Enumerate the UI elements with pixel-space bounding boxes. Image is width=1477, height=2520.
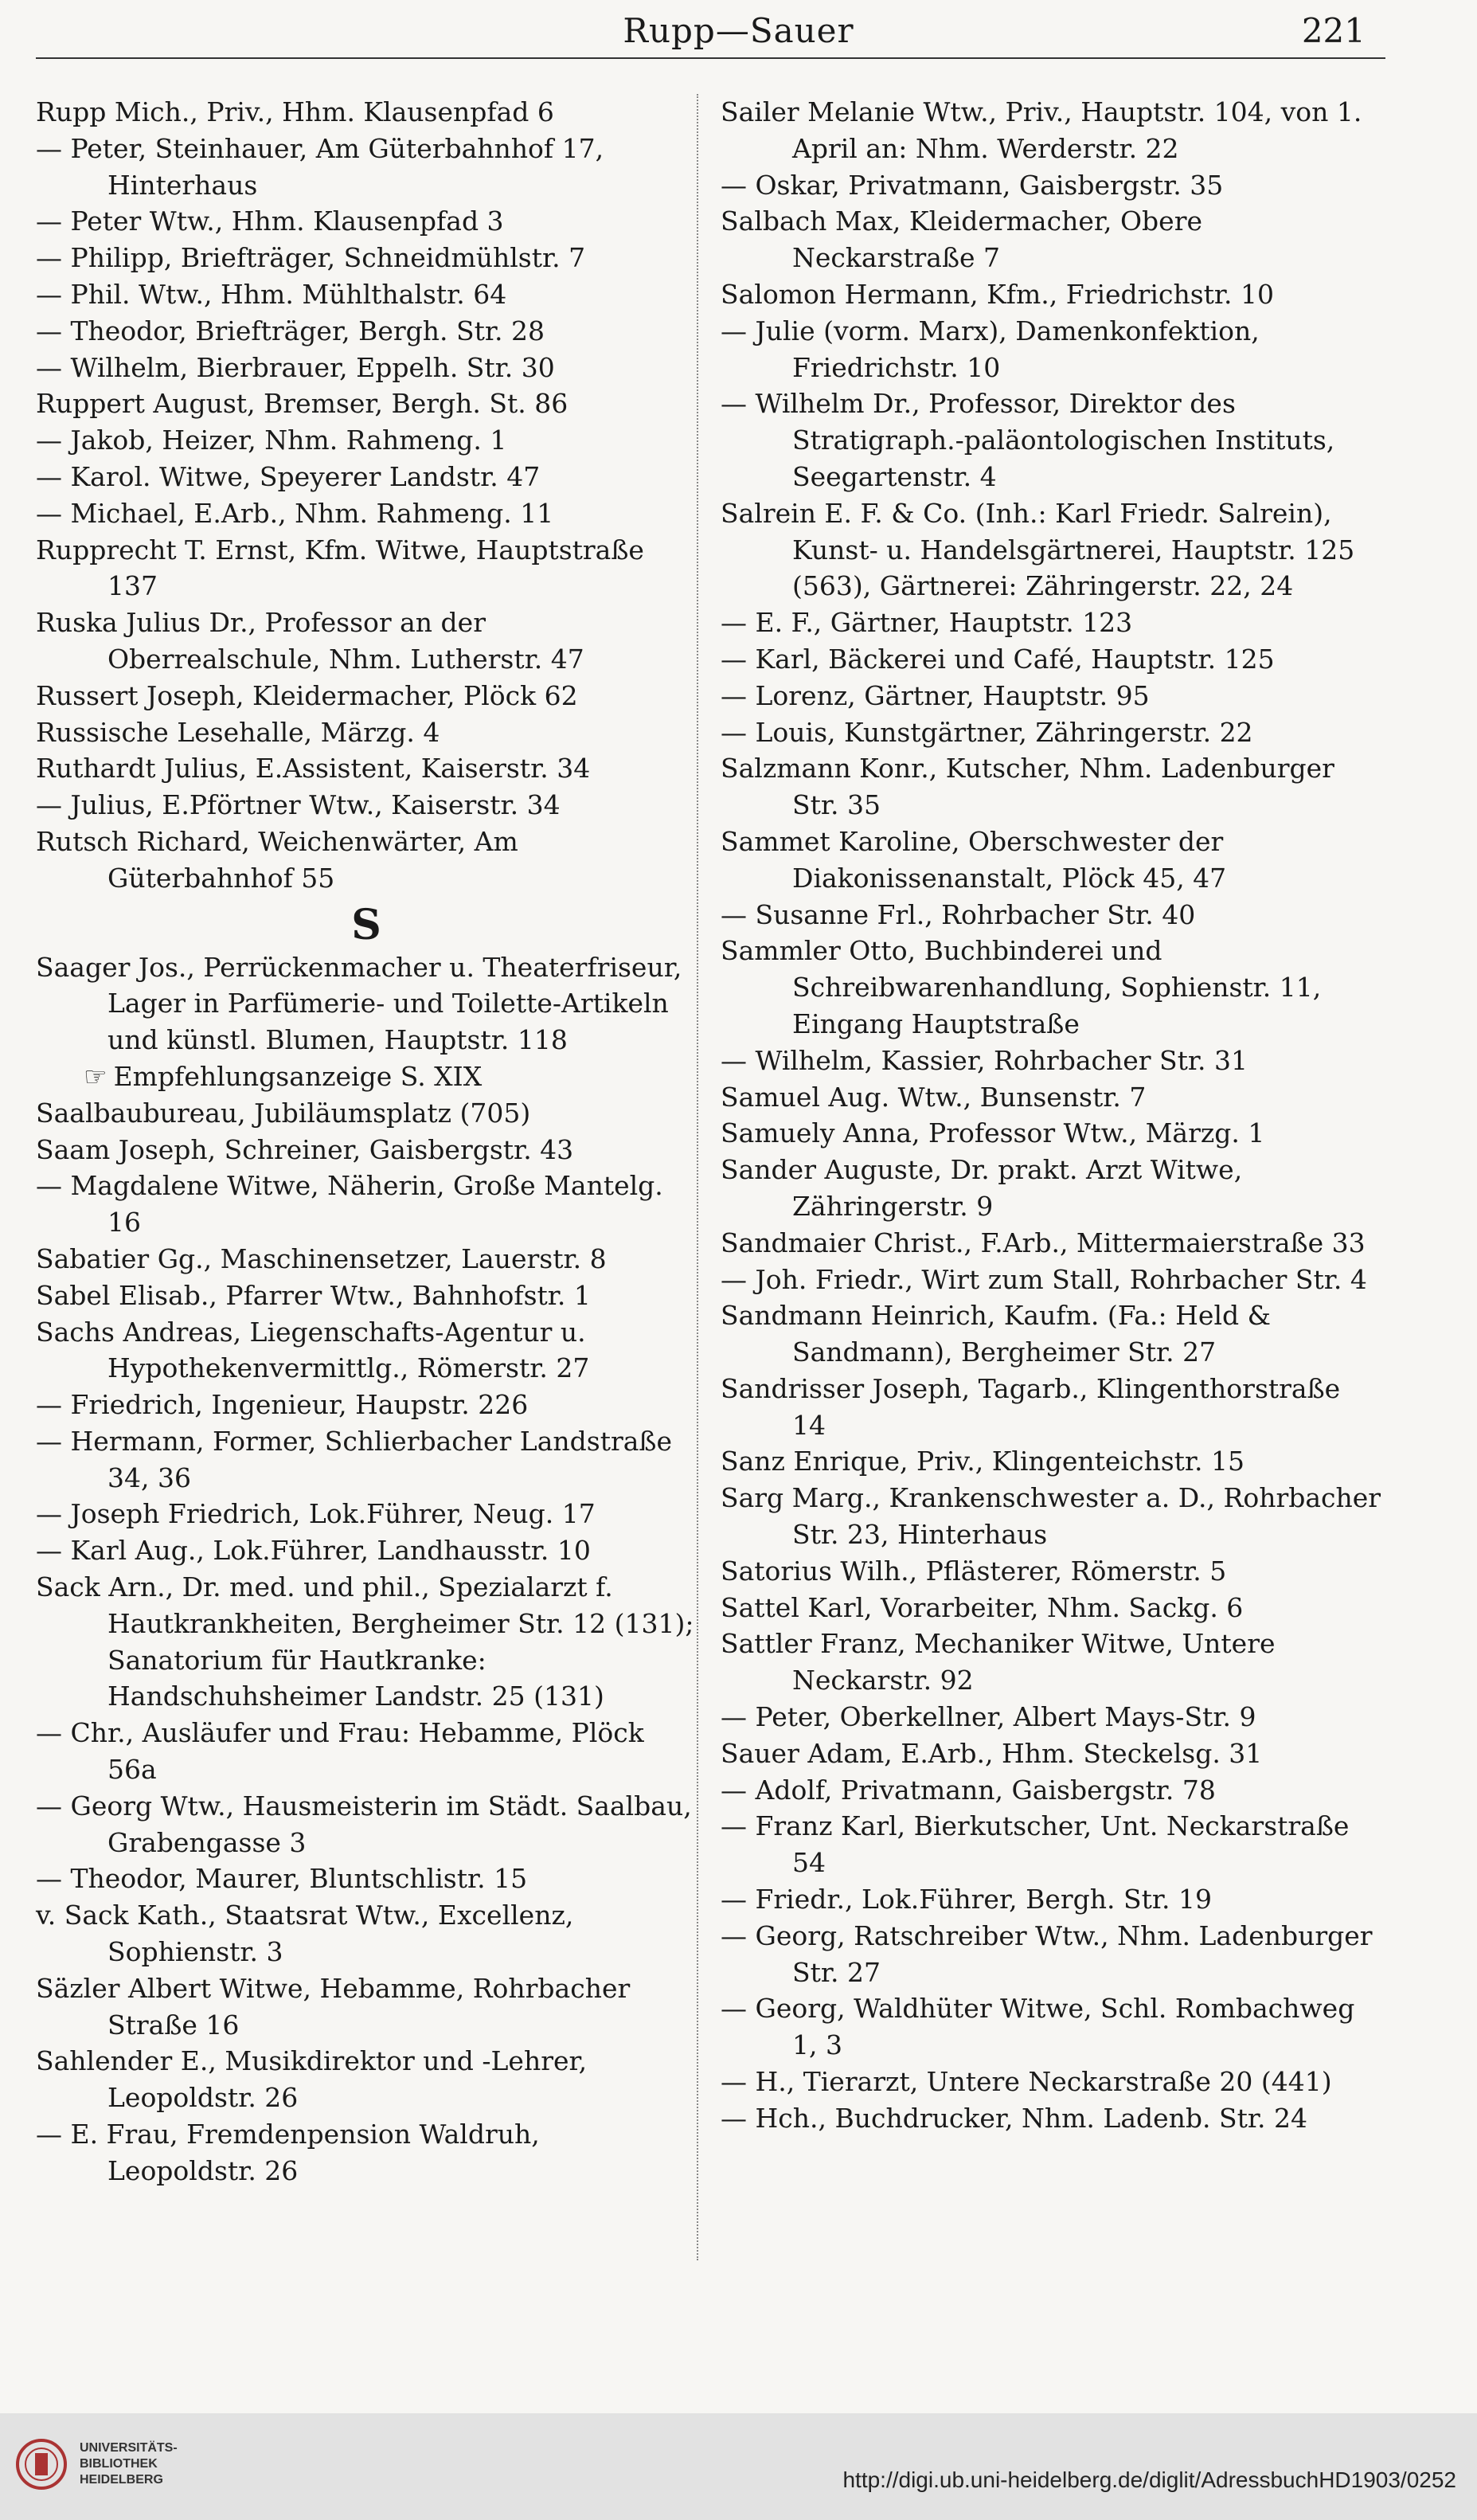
directory-entry: [36, 1897, 697, 1970]
directory-entry: [36, 714, 697, 751]
directory-entry: [36, 532, 697, 605]
directory-entry: [36, 787, 697, 824]
directory-entry: [721, 1699, 1381, 1735]
entry-text: — Georg, Waldhüter Witwe, Schl. Rombachweg 1, 3: [721, 1993, 1355, 2061]
directory-entry: [36, 1132, 697, 1168]
directory-entry: [721, 1881, 1381, 1918]
directory-entry: [36, 1168, 697, 1241]
library-name: [80, 2440, 178, 2488]
entry-text: — Wilhelm, Kassier, Rohrbacher Str. 31: [721, 1044, 1248, 1076]
entry-text: Saager Jos., Perrückenmacher u. Theaterfriseur, Lager in Parfümerie- und Toilette-Artikeln und künstl. Blumen, Hauptstr. 118: [36, 951, 682, 1056]
entry-text: Salomon Hermann, Kfm., Friedrichstr. 10: [721, 278, 1275, 310]
directory-entry: [36, 385, 697, 422]
directory-entry: [721, 313, 1381, 386]
directory-entry: [36, 94, 697, 131]
entry-text: — Philipp, Briefträger, Schneidmühlstr. 7: [36, 242, 586, 274]
directory-entry: [721, 1553, 1381, 1590]
directory-entry: [36, 824, 697, 897]
entry-text: — Georg Wtw., Hausmeisterin im Städt. Saalbau, Grabengasse 3: [36, 1790, 692, 1858]
directory-entry: [721, 203, 1381, 276]
entry-text: Salzmann Konr., Kutscher, Nhm. Ladenburger Str. 35: [721, 753, 1334, 821]
entry-text: — Hch., Buchdrucker, Nhm. Ladenb. Str. 24: [721, 2102, 1307, 2134]
directory-entry: [721, 2100, 1381, 2137]
entry-text: — Wilhelm Dr., Professor, Direktor des Stratigraph.-paläontologischen Instituts, Seegartenstr. 4: [721, 388, 1335, 492]
header-rule: [36, 57, 1385, 59]
entry-text: — Phil. Wtw., Hhm. Mühlthalstr. 64: [36, 278, 507, 310]
entry-text: Sandmann Heinrich, Kaufm. (Fa.: Held & Sandmann), Bergheimer Str. 27: [721, 1300, 1272, 1368]
entry-text: S: [351, 900, 381, 949]
entry-text: — Karol. Witwe, Speyerer Landstr. 47: [36, 460, 541, 492]
entry-text: Rutsch Richard, Weichenwärter, Am Güterbahnhof 55: [36, 825, 518, 894]
directory-entry: [721, 605, 1381, 641]
entry-text: Rupprecht T. Ernst, Kfm. Witwe, Hauptstraße 137: [36, 534, 644, 602]
directory-entry: [36, 605, 697, 678]
directory-entry: [721, 1626, 1381, 1699]
right-column: [721, 94, 1381, 2137]
directory-entry: [36, 750, 697, 787]
entry-text: Sander Auguste, Dr. prakt. Arzt Witwe, Zähringerstr. 9: [721, 1154, 1243, 1222]
directory-entry: [721, 385, 1381, 495]
directory-entry: [721, 1772, 1381, 1809]
entry-text: Samuel Aug. Wtw., Bunsenstr. 7: [721, 1081, 1147, 1113]
directory-entry: [721, 678, 1381, 714]
entry-text: — Wilhelm, Bierbrauer, Eppelh. Str. 30: [36, 351, 555, 383]
directory-entry: [721, 824, 1381, 897]
directory-entry: [36, 1095, 697, 1132]
entry-text: Säzler Albert Witwe, Hebamme, Rohrbacher Straße 16: [36, 1972, 631, 2041]
entry-text: — Joseph Friedrich, Lok.Führer, Neug. 17: [36, 1498, 596, 1530]
directory-entry: [721, 714, 1381, 751]
source-url-link[interactable]: http://digi.ub.uni-heidelberg.de/diglit/AdressbuchHD1903/0252: [842, 2467, 1456, 2492]
directory-entry: [36, 1532, 697, 1569]
entry-text: Satorius Wilh., Pflästerer, Römerstr. 5: [721, 1555, 1227, 1587]
entry-text: Sachs Andreas, Liegenschafts-Agentur u. Hypothekenvermittlg., Römerstr. 27: [36, 1316, 590, 1384]
page-header: [0, 8, 1477, 72]
library-name-line: UNIVERSITÄTS-: [80, 2441, 178, 2455]
entry-text: Sabel Elisab., Pfarrer Wtw., Bahnhofstr. 1: [36, 1279, 591, 1311]
entry-text: Sattler Franz, Mechaniker Witwe, Untere Neckarstr. 92: [721, 1628, 1276, 1696]
entry-text: — Franz Karl, Bierkutscher, Unt. Neckarstraße 54: [721, 1810, 1350, 1879]
directory-entry: [721, 1480, 1381, 1553]
entry-text: Samuely Anna, Professor Wtw., Märzg. 1: [721, 1117, 1265, 1149]
section-letter: [36, 897, 697, 949]
entry-text: Saalbaubureau, Jubiläumsplatz (705): [36, 1097, 531, 1129]
directory-entry: [721, 167, 1381, 204]
entry-text: Salbach Max, Kleidermacher, Obere Neckarstraße 7: [721, 205, 1203, 274]
entry-text: — Peter, Steinhauer, Am Güterbahnhof 17, Hinterhaus: [36, 132, 604, 201]
entry-text: Ruppert August, Bremser, Bergh. St. 86: [36, 388, 569, 420]
directory-entry: [36, 949, 697, 1058]
entry-text: Sabatier Gg., Maschinensetzer, Lauerstr. 8: [36, 1242, 607, 1274]
entry-text: Saam Joseph, Schreiner, Gaisbergstr. 43: [36, 1133, 574, 1165]
entry-text: Ruska Julius Dr., Professor an der Oberrealschule, Nhm. Lutherstr. 47: [36, 607, 584, 675]
directory-entry: [36, 495, 697, 532]
directory-entry: [721, 1079, 1381, 1116]
directory-entry: [36, 422, 697, 459]
entry-text: Salrein E. F. & Co. (Inh.: Karl Friedr. Salrein), Kunst- u. Handelsgärtnerei, Hauptstr. 125 (563), Gärtnerei: Zähringerstr. 22, 24: [721, 497, 1355, 602]
entry-text: — Theodor, Briefträger, Bergh. Str. 28: [36, 315, 545, 346]
directory-entry: [36, 1496, 697, 1532]
directory-entry: [36, 1241, 697, 1278]
directory-entry: [36, 313, 697, 350]
left-column: [36, 94, 697, 2189]
advert-reference: [36, 1058, 697, 1095]
entry-text: — Jakob, Heizer, Nhm. Rahmeng. 1: [36, 425, 507, 456]
entry-text: Sauer Adam, E.Arb., Hhm. Steckelsg. 31: [721, 1737, 1263, 1769]
directory-entry: [36, 1970, 697, 2044]
directory-entry: [721, 1735, 1381, 1772]
entry-text: — Georg, Ratschreiber Wtw., Nhm. Ladenburger Str. 27: [721, 1919, 1373, 1988]
directory-entry: [36, 1715, 697, 1788]
directory-entry: [36, 1278, 697, 1314]
directory-entry: [721, 897, 1381, 933]
entry-text: — Peter, Oberkellner, Albert Mays-Str. 9: [721, 1701, 1256, 1733]
entry-text: — E. Frau, Fremdenpension Waldruh, Leopoldstr. 26: [36, 2119, 540, 2186]
directory-entry: [721, 1808, 1381, 1881]
directory-entry: [721, 276, 1381, 313]
running-title: Rupp—Sauer: [623, 11, 854, 50]
entry-text: — Oskar, Privatmann, Gaisbergstr. 35: [721, 169, 1224, 201]
directory-entry: [721, 1297, 1381, 1371]
directory-entry: [36, 240, 697, 276]
library-name-line: BIBLIOTHEK: [80, 2457, 158, 2471]
directory-entry: [36, 276, 697, 313]
entry-text: — Lorenz, Gärtner, Hauptstr. 95: [721, 679, 1150, 711]
entry-text: — Chr., Ausläufer und Frau: Hebamme, Plöck 56a: [36, 1717, 644, 1786]
entry-text: — Louis, Kunstgärtner, Zähringerstr. 22: [721, 716, 1253, 748]
entry-text: — Friedrich, Ingenieur, Haupstr. 226: [36, 1389, 529, 1421]
directory-entry: [36, 203, 697, 240]
directory-entry: [36, 2043, 697, 2116]
directory-entry: [721, 933, 1381, 1042]
entry-text: Russische Lesehalle, Märzg. 4: [36, 716, 440, 748]
directory-entry: [36, 459, 697, 495]
directory-entry: [721, 2064, 1381, 2100]
directory-entry: [36, 1387, 697, 1423]
directory-entry: [721, 641, 1381, 678]
entry-text: Sanz Enrique, Priv., Klingenteichstr. 15: [721, 1446, 1245, 1477]
entry-text: Empfehlungsanzeige S. XIX: [113, 1060, 483, 1092]
entry-text: — Michael, E.Arb., Nhm. Rahmeng. 11: [36, 497, 554, 529]
entry-text: — E. F., Gärtner, Hauptstr. 123: [721, 607, 1133, 639]
university-seal-icon: [14, 2437, 68, 2491]
entry-text: — Magdalene Witwe, Näherin, Große Mantelg. 16: [36, 1170, 663, 1238]
entry-text: Sattel Karl, Vorarbeiter, Nhm. Sackg. 6: [721, 1591, 1244, 1623]
entry-text: — Hermann, Former, Schlierbacher Landstraße 34, 36: [36, 1425, 672, 1493]
entry-text: — H., Tierarzt, Untere Neckarstraße 20 (441): [721, 2066, 1332, 2098]
pointing-hand-icon: ☞: [84, 1060, 107, 1092]
directory-entry: [36, 678, 697, 714]
entry-text: Sailer Melanie Wtw., Priv., Hauptstr. 104, von 1. April an: Nhm. Werderstr. 22: [721, 96, 1362, 164]
directory-entry: [721, 1262, 1381, 1298]
directory-entry: [721, 1443, 1381, 1480]
directory-entry: [721, 1590, 1381, 1626]
entry-text: Sack Arn., Dr. med. und phil., Spezialarzt f. Hautkrankheiten, Bergheimer Str. 12 (131); Sanatorium für Hautkranke: Handschuhsheimer Landstr. 25 (131): [36, 1571, 694, 1712]
entry-text: Sahlender E., Musikdirektor und -Lehrer, Leopoldstr. 26: [36, 2045, 588, 2114]
directory-entry: [721, 1918, 1381, 1991]
entry-text: Russert Joseph, Kleidermacher, Plöck 62: [36, 679, 578, 711]
entry-text: — Karl Aug., Lok.Führer, Landhausstr. 10: [36, 1535, 591, 1567]
library-name-line: HEIDELBERG: [80, 2473, 163, 2487]
directory-entry: [721, 1990, 1381, 2064]
directory-entry: [36, 131, 697, 204]
entry-text: — Julius, E.Pförtner Wtw., Kaiserstr. 34: [36, 789, 561, 821]
directory-entry: [36, 1861, 697, 1897]
directory-entry: [721, 1225, 1381, 1262]
entry-text: Sarg Marg., Krankenschwester a. D., Rohrbacher Str. 23, Hinterhaus: [721, 1482, 1381, 1551]
entry-text: — Adolf, Privatmann, Gaisbergstr. 78: [721, 1774, 1216, 1806]
entry-text: Sammet Karoline, Oberschwester der Diakonissenanstalt, Plöck 45, 47: [721, 825, 1227, 894]
entry-text: Sandrisser Joseph, Tagarb., Klingenthorstraße 14: [721, 1372, 1341, 1441]
directory-entry: [721, 1152, 1381, 1225]
directory-entry: [721, 1115, 1381, 1152]
directory-entry: [721, 1371, 1381, 1444]
directory-entry: [721, 1043, 1381, 1079]
page-number: 221: [1301, 11, 1366, 50]
entry-text: — Friedr., Lok.Führer, Bergh. Str. 19: [721, 1884, 1212, 1915]
entry-text: v. Sack Kath., Staatsrat Wtw., Excellenz, Sophienstr. 3: [36, 1900, 574, 1968]
entry-text: — Karl, Bäckerei und Café, Hauptstr. 125: [721, 643, 1275, 675]
entry-text: Sandmaier Christ., F.Arb., Mittermaierstraße 33: [721, 1227, 1366, 1258]
directory-entry: [36, 1788, 697, 1861]
directory-entry: [36, 350, 697, 386]
directory-entry: [721, 94, 1381, 167]
directory-entry: [721, 495, 1381, 605]
directory-entry: [36, 1569, 697, 1715]
directory-entry: [36, 1314, 697, 1387]
entry-text: Ruthardt Julius, E.Assistent, Kaiserstr. 34: [36, 753, 591, 785]
column-divider: [697, 94, 699, 2260]
directory-entry: [36, 2116, 697, 2189]
entry-text: Rupp Mich., Priv., Hhm. Klausenpfad 6: [36, 96, 554, 127]
entry-text: — Susanne Frl., Rohrbacher Str. 40: [721, 898, 1196, 930]
directory-entry: [36, 1423, 697, 1497]
entry-text: — Peter Wtw., Hhm. Klausenpfad 3: [36, 205, 504, 237]
entry-text: — Joh. Friedr., Wirt zum Stall, Rohrbacher Str. 4: [721, 1263, 1367, 1295]
entry-text: — Julie (vorm. Marx), Damenkonfektion, Friedrichstr. 10: [721, 315, 1260, 383]
footer-bar: [0, 2413, 1477, 2520]
directory-entry: [721, 750, 1381, 824]
entry-text: Sammler Otto, Buchbinderei und Schreibwarenhandlung, Sophienstr. 11, Eingang Hauptstraße: [721, 935, 1322, 1039]
entry-text: — Theodor, Maurer, Bluntschlistr. 15: [36, 1863, 528, 1895]
